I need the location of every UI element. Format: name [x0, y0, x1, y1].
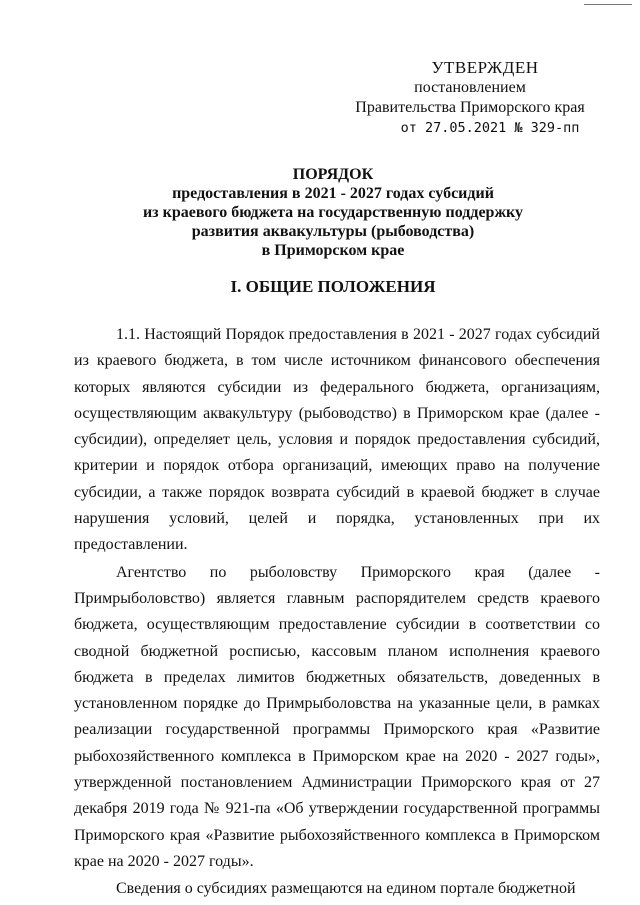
- document-body: [74, 322, 600, 903]
- document-title: [60, 165, 606, 260]
- title-line-4: в Приморском крае: [261, 242, 405, 259]
- page-edge-line: [584, 4, 632, 5]
- approval-heading: УТВЕРЖДЕН: [431, 58, 539, 77]
- title-line-2: из краевого бюджета на государственную поддержку: [142, 204, 524, 221]
- paragraph-1: 1.1. Настоящий Порядок предоставления в 2021 - 2027 годах субсидий из краевого бюджета, в том числе источником финансового обеспечения которых являются субсидии из федерального бюджета, организациям, осуществляющим аквакультуру (рыбоводство) в Приморском крае (далее - субсидии), определяет цель, условия и порядок предоставления субсидий, критерии и порядок отбора организаций, имеющих право на получение субсидии, а также порядок возврата субсидий в краевой бюджет в случае нарушения условий, целей и порядка, установленных при их предоставлении.: [74, 326, 600, 554]
- paragraph-2: Агентство по рыболовству Приморского края (далее - Примрыболовство) является главным распорядителем средств краевого бюджета, осуществляющим предоставление субсидии в соответствии со сводной бюджетной росписью, кассовым планом исполнения краевого бюджета в пределах лимитов бюджетных обязательств, доведенных в установленном порядке до Примрыболовства на указанные цели, в рамках реализации государственной программы Приморского края «Развитие рыбохозяйственного комплекса в Приморском крае на 2020 - 2027 годы», утвержденной постановлением Администрации Приморского края от 27 декабря 2019 года № 921-па «Об утверждении государственной программы Приморского края «Развитие рыбохозяйственного комплекса в Приморском крае на 2020 - 2027 годы».: [74, 563, 600, 870]
- approval-date-number: от 27.05.2021 № 329-пп: [400, 120, 580, 136]
- title-heading: ПОРЯДОК: [292, 166, 374, 183]
- section-heading: I. ОБЩИЕ ПОЛОЖЕНИЯ: [230, 277, 436, 296]
- paragraph-3: Сведения о субсидиях размещаются на едином портале бюджетной: [116, 880, 576, 898]
- approval-line-1: постановлением: [414, 79, 526, 96]
- approval-line-2: Правительства Приморского края: [355, 99, 585, 116]
- approval-stamp: [340, 58, 600, 138]
- title-line-3: развития аквакультуры (рыбоводства): [191, 223, 475, 240]
- title-line-1: предоставления в 2021 - 2027 годах субсидий: [172, 185, 494, 202]
